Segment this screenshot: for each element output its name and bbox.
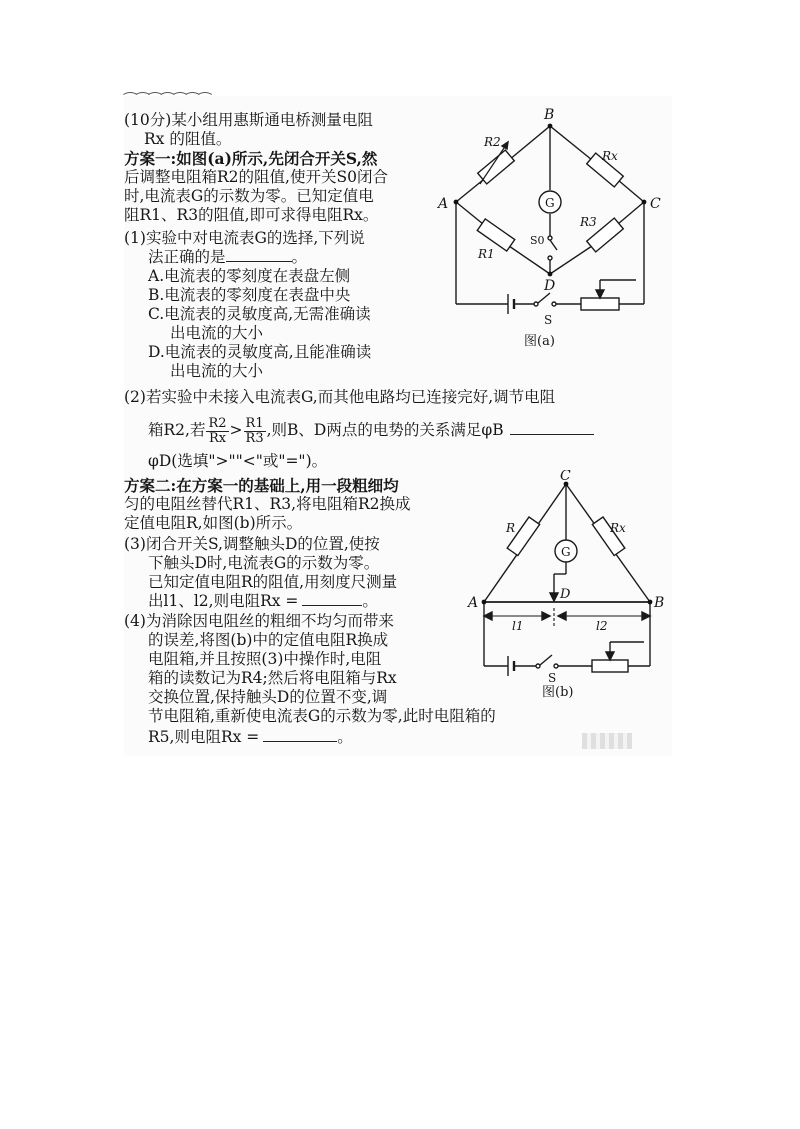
q4-line-7-end: 。: [337, 728, 353, 746]
q3-line-3: 已知定值电阻R的阻值,用刻度尺测量: [148, 573, 398, 591]
figa-label-R2: R2: [484, 135, 501, 149]
q2-line-1: (2)若实验中未接入电流表G,而其他电路均已连接完好,调节电阻: [124, 388, 556, 406]
figa-label-S: S: [544, 313, 553, 327]
q3-answer-blank[interactable]: [302, 593, 362, 606]
q3-line-2: 下触头D时,电流表G的示数为零。: [148, 554, 380, 572]
scheme2-line-1: 方案二:在方案一的基础上,用一段粗细均: [124, 476, 399, 495]
intro-line-1: (10分)某小组用惠斯通电桥测量电阻: [124, 111, 373, 129]
figa-label-R1: R1: [478, 247, 495, 261]
figure-b-circuit: [466, 470, 676, 700]
figa-galvanometer-label: G: [545, 196, 555, 210]
q4-line-7: [148, 728, 353, 747]
scheme1-line-4: 阻R1、R3的阻值,即可求得电阻Rx。: [124, 206, 379, 224]
figb-label-A: A: [468, 595, 479, 611]
q4-line-4: 箱的读数记为R4;然后将电阻箱与Rx: [148, 669, 397, 687]
q2-line-2-post: ,则B、D两点的电势的关系满足φB: [266, 421, 504, 439]
scheme1-line-2: 后调整电阻箱R2的阻值,使开关S0闭合: [124, 168, 388, 186]
q2-line-2-pre: 箱R2,若: [148, 421, 206, 439]
q1-option-c: C.电流表的灵敏度高,无需准确读: [148, 305, 371, 323]
figa-label-Rx: Rx: [602, 149, 618, 163]
figb-label-l1: l1: [512, 619, 524, 633]
q1-answer-blank[interactable]: [226, 249, 292, 262]
q2-frac1-num: R2: [208, 415, 227, 431]
q1-line-2: [148, 248, 307, 267]
figb-label-l2: l2: [596, 619, 608, 633]
q2-answer-blank[interactable]: [510, 422, 594, 435]
q1-option-d-cont: 出电流的大小: [170, 362, 264, 380]
q1-option-d: D.电流表的灵敏度高,且能准确读: [148, 343, 372, 361]
figb-label-R: R: [506, 521, 516, 535]
q4-line-6: 节电阻箱,重新使电流表G的示数为零,此时电阻箱的: [148, 707, 496, 725]
q4-line-5: 交换位置,保持触头D的位置不变,调: [148, 688, 388, 706]
figb-label-S: S: [548, 671, 557, 685]
q1-option-a: A.电流表的零刻度在表盘左侧: [148, 267, 351, 285]
q2-fraction-1: [206, 417, 228, 446]
figb-label-D: D: [560, 587, 571, 602]
q2-gt: >: [229, 421, 243, 439]
figa-label-S0: S0: [530, 234, 545, 247]
scheme1-line-3: 时,电流表G的示数为零。已知定值电: [124, 187, 374, 205]
q3-line-1: (3)闭合开关S,调整触头D的位置,使按: [124, 535, 380, 553]
figa-label-R3: R3: [580, 215, 597, 229]
cut-off-top-line: ⁀⁀⁀⁀⁀⁀⁀: [124, 92, 212, 110]
q4-line-1: (4)为消除因电阻丝的粗细不均匀而带来: [124, 612, 394, 630]
scheme2-line-3: 定值电阻R,如图(b)所示。: [124, 514, 303, 532]
q3-line-4: [148, 592, 378, 611]
scheme1-line-1: 方案一:如图(a)所示,先闭合开关S,然: [124, 149, 378, 168]
q2-fraction-2: [244, 417, 266, 446]
figb-caption: 图(b): [542, 685, 574, 700]
q2-frac1-den: Rx: [208, 430, 227, 446]
q4-answer-blank[interactable]: [263, 729, 337, 742]
figa-label-B: B: [544, 107, 555, 123]
q2-line-3: φD(选填">""<"或"=")。: [148, 452, 328, 470]
q4-line-2: 的误差,将图(b)中的定值电阻R换成: [148, 631, 389, 649]
figb-label-Rx: Rx: [610, 521, 626, 535]
q3-line-4-end: 。: [362, 592, 378, 610]
figa-caption: 图(a): [524, 334, 555, 349]
figure-a-circuit: [426, 104, 676, 354]
q2-line-2: [148, 412, 594, 448]
figa-label-C: C: [650, 196, 661, 212]
q1-option-b: B.电流表的零刻度在表盘中央: [148, 286, 351, 304]
q1-line-2-text: 法正确的是: [148, 248, 226, 266]
q3-line-4-text: 出l1、l2,则电阻Rx =: [148, 592, 299, 610]
q1-line-2-end: 。: [291, 248, 308, 266]
q1-option-c-cont: 出电流的大小: [170, 324, 264, 342]
q4-line-3: 电阻箱,并且按照(3)中操作时,电阻: [148, 650, 382, 668]
figa-label-A: A: [438, 196, 449, 212]
scheme2-line-2: 匀的电阻丝替代R1、R3,将电阻箱R2换成: [124, 495, 411, 513]
q2-frac2-den: R3: [245, 430, 264, 446]
q4-line-7-text: R5,则电阻Rx =: [148, 728, 260, 746]
figb-label-B: B: [654, 595, 665, 611]
figb-galvanometer-label: G: [561, 545, 571, 559]
figb-label-C: C: [560, 470, 571, 484]
scan-smudge: [582, 733, 632, 749]
q2-frac2-num: R1: [245, 415, 264, 431]
intro-line-2: Rx 的阻值。: [144, 130, 232, 148]
q1-line-1: (1)实验中对电流表G的选择,下列说: [124, 229, 365, 247]
figa-label-D: D: [544, 278, 556, 294]
